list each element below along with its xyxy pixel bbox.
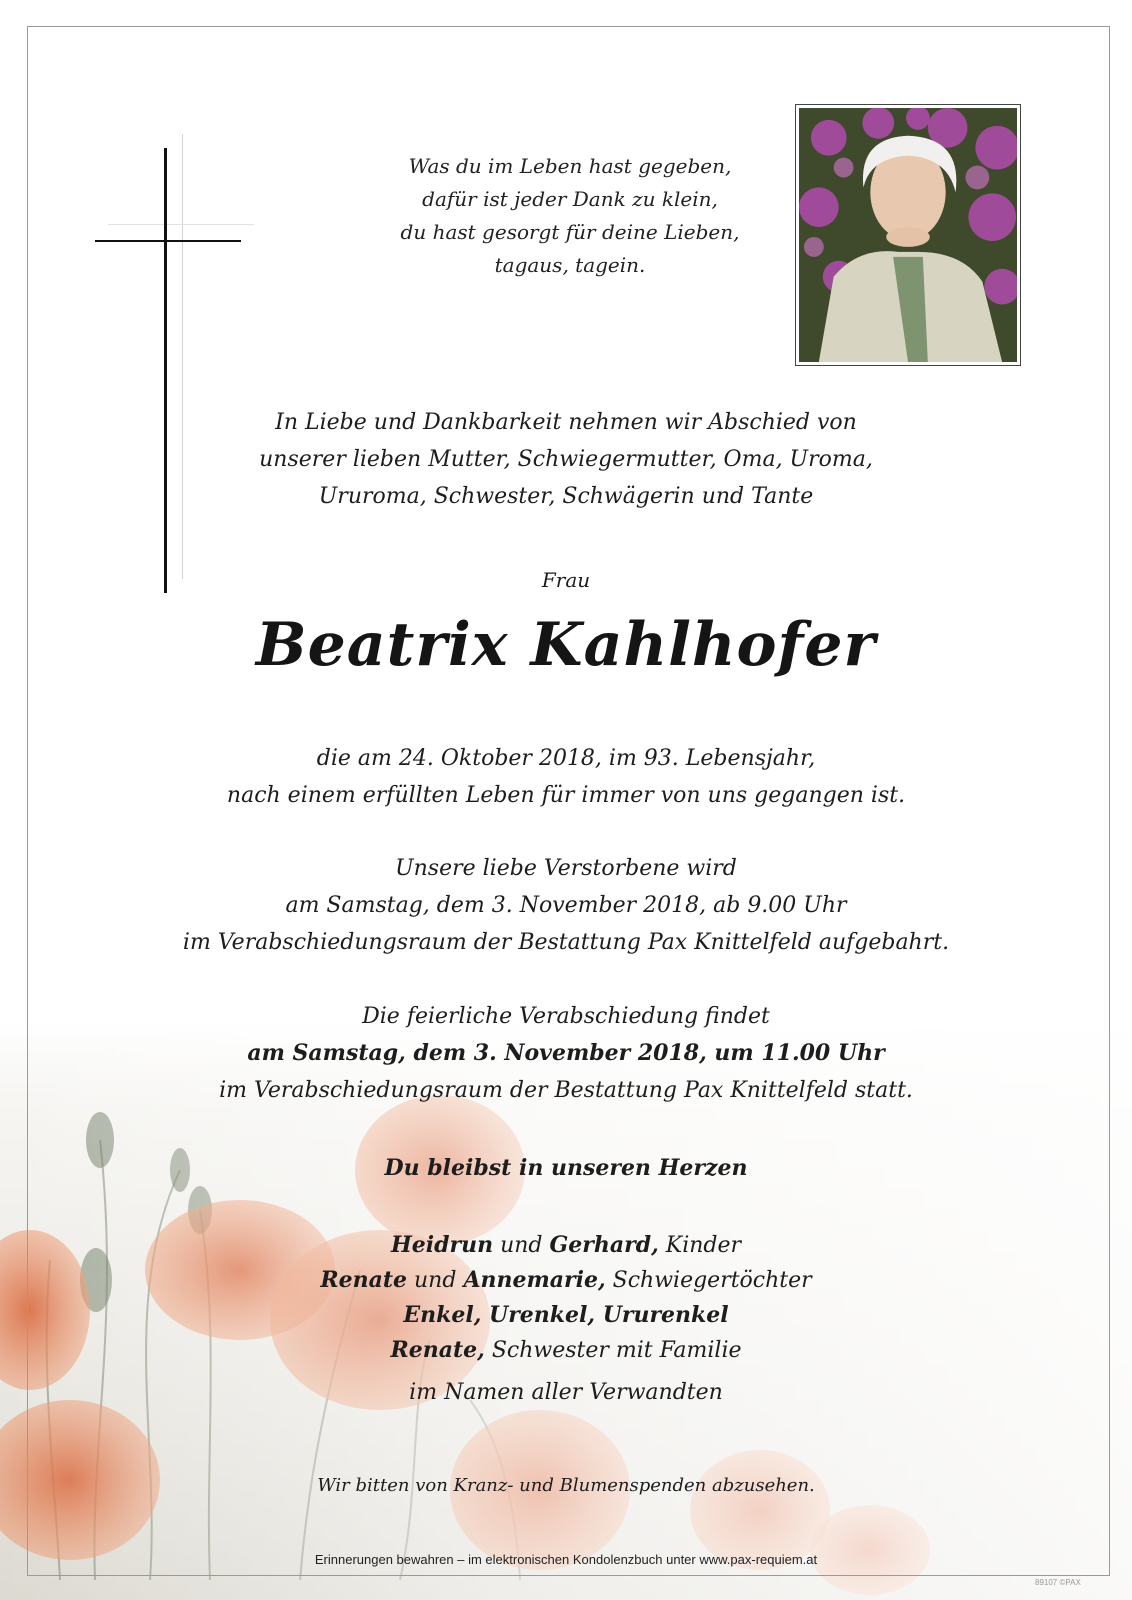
on-behalf: im Namen aller Verwandten [409,1380,723,1405]
death-notice-line: nach einem erfüllten Leben für immer von uns gegangen ist. [226,783,906,808]
service-line: Die feierliche Verabschiedung findet [362,1004,770,1029]
family-row [0,1298,1132,1333]
family-list [0,1228,1132,1368]
death-notice-line: die am 24. Oktober 2018, im 93. Lebensjahr, [316,746,816,771]
poem-line: Was du im Leben hast gegeben, [408,154,732,178]
family-row [0,1333,1132,1368]
family-name: Enkel, Urenkel, Ururenkel [403,1302,729,1328]
family-joiner: und [414,1268,457,1293]
service-date: am Samstag, dem 3. November 2018, um 11.00 Uhr [247,1040,885,1066]
service-line: im Verabschiedungsraum der Bestattung Pax Knittelfeld statt. [219,1078,913,1103]
family-name: Gerhard, [549,1232,659,1258]
family-name: Annemarie, [463,1267,606,1293]
deceased-name: Beatrix Kahlhofer [255,610,877,680]
cross-icon [95,240,241,242]
viewing-line: Unsere liebe Verstorbene wird [395,856,737,881]
intro-line: Ururoma, Schwester, Schwägerin und Tante [318,484,814,509]
family-role: Schwester mit Familie [491,1338,742,1363]
viewing-info [0,850,1132,961]
poem-line: du hast gesorgt für deine Lieben, [400,220,740,244]
viewing-line: am Samstag, dem 3. November 2018, ab 9.00 Uhr [285,893,847,918]
footer-condolence-link[interactable]: Erinnerungen bewahren – im elektronischen Kondolenzbuch unter www.pax-requiem.at [314,1552,818,1567]
print-code: 89107 ©PAX [1035,1578,1081,1587]
poem-line: dafür ist jeder Dank zu klein, [422,187,718,211]
intro-line: In Liebe und Dankbarkeit nehmen wir Abschied von [275,410,857,435]
portrait-photo [795,104,1021,366]
viewing-line: im Verabschiedungsraum der Bestattung Pax Knittelfeld aufgebahrt. [182,930,950,955]
cross-shadow [108,224,254,225]
service-info [0,998,1132,1109]
poem [370,150,770,282]
salutation: Frau [541,568,591,592]
family-name: Renate [320,1267,408,1293]
family-row [0,1228,1132,1263]
no-flowers-note: Wir bitten von Kranz- und Blumenspenden abzusehen. [317,1475,815,1496]
family-role: Schwiegertöchter [612,1268,812,1293]
family-name: Heidrun [390,1232,494,1258]
death-notice [0,740,1132,814]
family-row [0,1263,1132,1298]
family-joiner: und [500,1233,543,1258]
family-role: Kinder [665,1233,742,1258]
motto: Du bleibst in unseren Herzen [384,1155,748,1181]
family-name: Renate, [390,1337,485,1363]
intro-line: unserer lieben Mutter, Schwiegermutter, Oma, Uroma, [259,447,873,472]
poem-line: tagaus, tagein. [494,253,646,277]
cross-icon [164,148,167,593]
portrait-image [799,108,1017,362]
intro-text [0,404,1132,515]
